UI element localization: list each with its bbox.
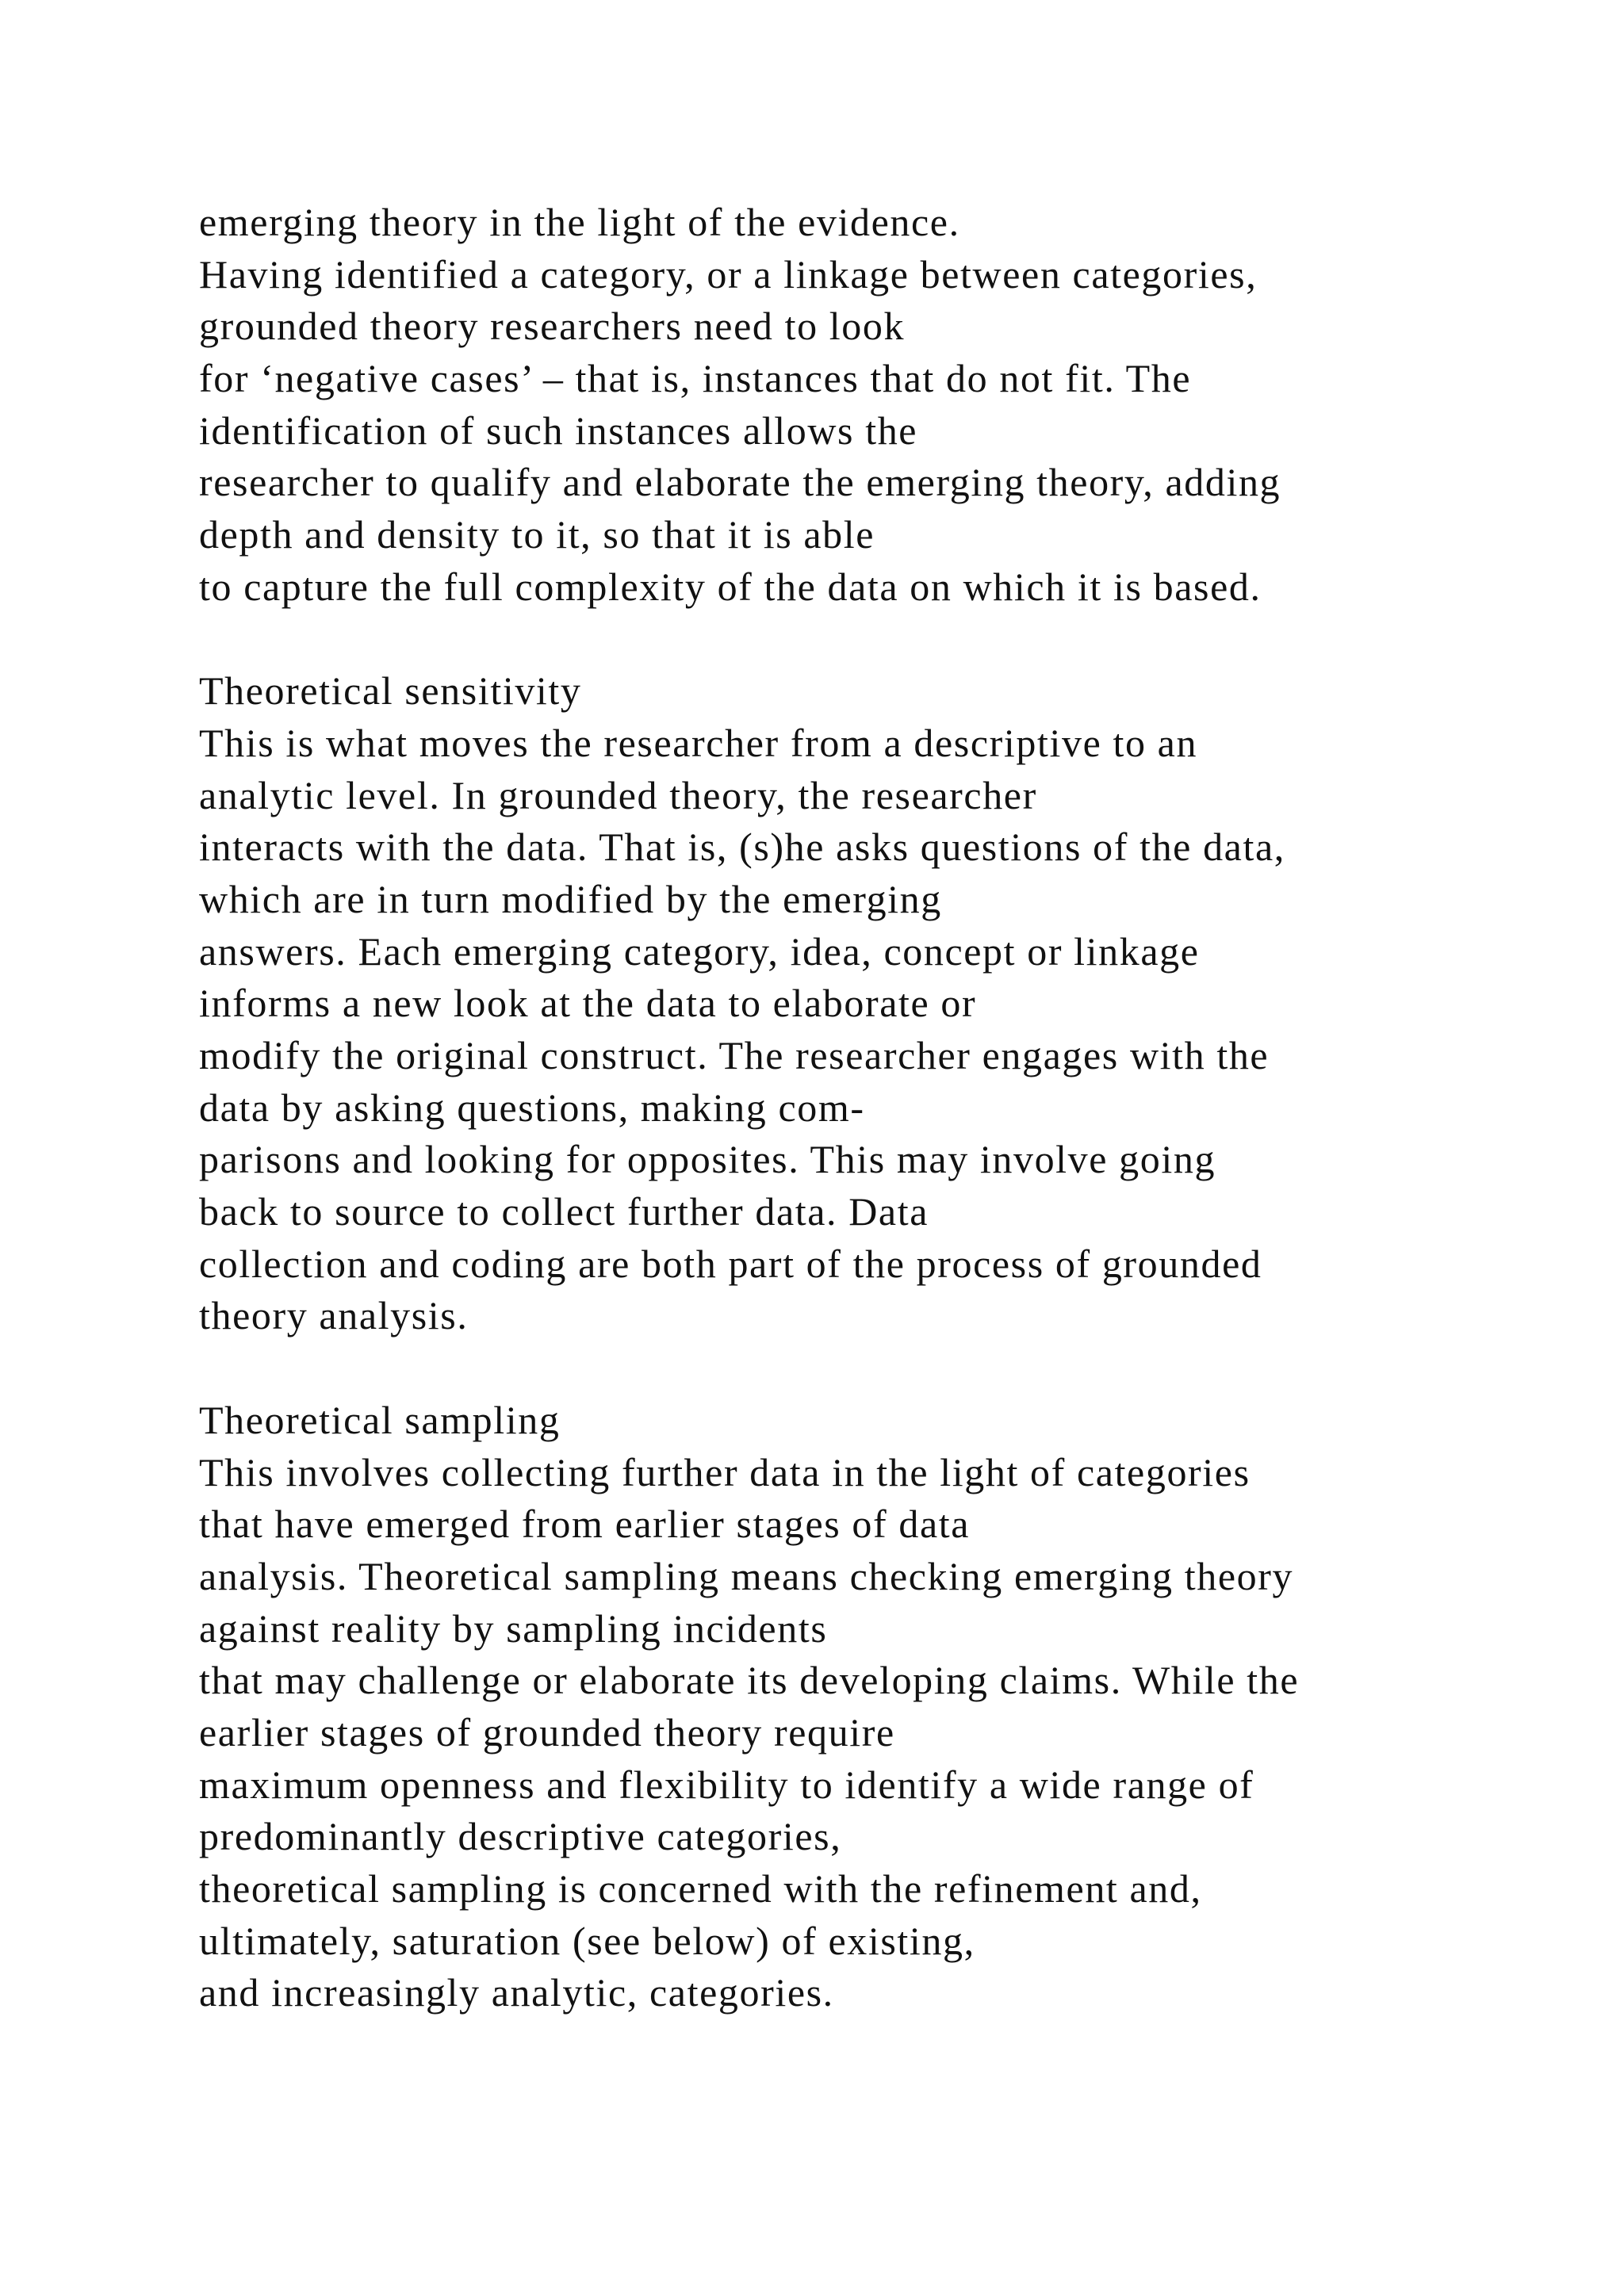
section2-line: that may challenge or elaborate its developing claims. While the <box>199 1658 1300 1703</box>
section-heading-theoretical-sampling: Theoretical sampling <box>199 1397 561 1442</box>
section2-line: theoretical sampling is concerned with the refinement and, <box>199 1866 1202 1911</box>
intro-line: identification of such instances allows the <box>199 408 918 453</box>
intro-line: researcher to qualify and elaborate the emerging theory, adding <box>199 460 1281 505</box>
intro-line: Having identified a category, or a linkage between categories, <box>199 251 1258 297</box>
section2-line: ultimately, saturation (see below) of existing, <box>199 1918 975 1963</box>
intro-line: for ‘negative cases’ – that is, instances that do not fit. The <box>199 356 1192 401</box>
intro-line: depth and density to it, so that it is able <box>199 512 875 557</box>
section1-line: modify the original construct. The researcher engages with the <box>199 1033 1270 1077</box>
section2-line: and increasingly analytic, categories. <box>199 1970 834 2015</box>
section2-line: maximum openness and flexibility to identify a wide range of <box>199 1762 1254 1807</box>
section1-line: which are in turn modified by the emerging <box>199 876 942 921</box>
intro-line: to capture the full complexity of the data on which it is based. <box>199 564 1262 609</box>
section2-line: analysis. Theoretical sampling means checking emerging theory <box>199 1553 1294 1598</box>
section2-line: against reality by sampling incidents <box>199 1605 828 1651</box>
section2-line: that have emerged from earlier stages of data <box>199 1502 971 1547</box>
section1-line: collection and coding are both part of the process of grounded <box>199 1241 1262 1286</box>
section1-line: informs a new look at the data to elaborate or <box>199 981 977 1026</box>
section1-line: analytic level. In grounded theory, the researcher <box>199 772 1037 817</box>
intro-line: emerging theory in the light of the evidence. <box>199 200 960 244</box>
section1-line: back to source to collect further data. Data <box>199 1189 929 1234</box>
section1-line: parisons and looking for opposites. This may involve going <box>199 1137 1216 1182</box>
section1-line: data by asking questions, making com- <box>199 1085 865 1130</box>
section2-line: This involves collecting further data in the light of categories <box>199 1449 1251 1494</box>
section-heading-theoretical-sensitivity: Theoretical sensitivity <box>199 668 582 714</box>
paragraph-spacer <box>199 1342 1595 1395</box>
section2-line: predominantly descriptive categories, <box>199 1814 842 1859</box>
document-text <box>199 197 1595 2019</box>
intro-line: grounded theory researchers need to look <box>199 304 906 349</box>
section1-line: answers. Each emerging category, idea, concept or linkage <box>199 928 1200 974</box>
section2-line: earlier stages of grounded theory require <box>199 1709 895 1755</box>
section1-line: interacts with the data. That is, (s)he asks questions of the data, <box>199 825 1285 870</box>
section1-line: This is what moves the researcher from a descriptive to an <box>199 720 1198 765</box>
section1-line: theory analysis. <box>199 1293 469 1338</box>
paragraph-spacer <box>199 614 1595 666</box>
